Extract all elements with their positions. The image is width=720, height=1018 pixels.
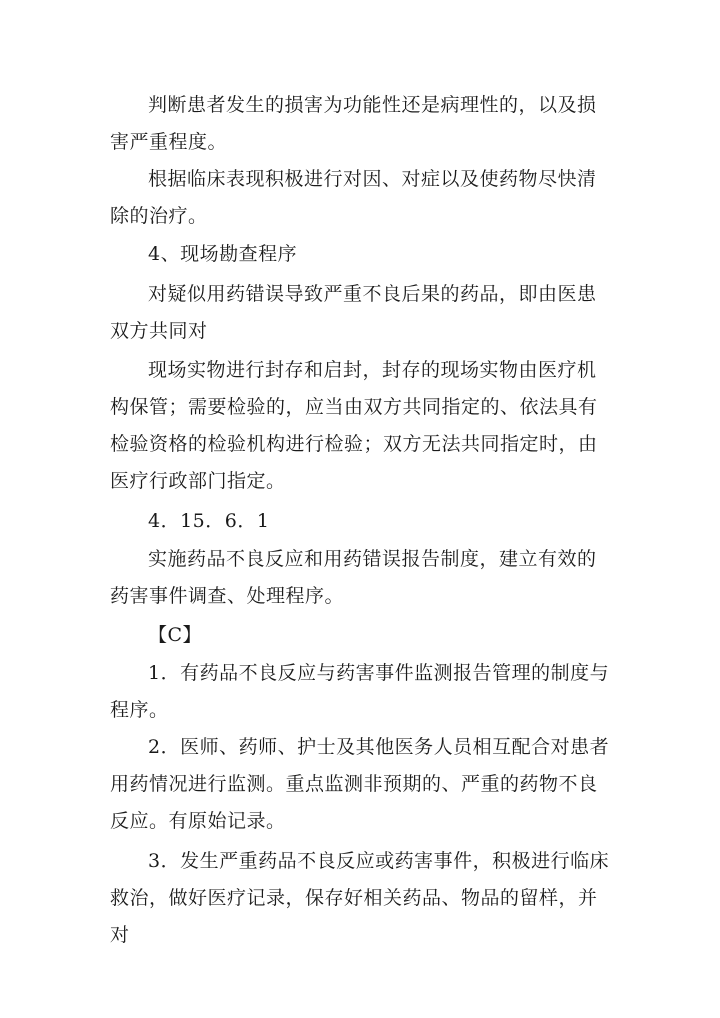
paragraph-damage-assessment: 判断患者发生的损害为功能性还是病理性的，以及损害严重程度。 xyxy=(110,94,597,153)
list-item-3: 3．发生严重药品不良反应或药害事件，积极进行临床救治，做好医疗记录，保存好相关药品、物品的留样，并对 xyxy=(110,850,610,946)
paragraph-suspected-error: 对疑似用药错误导致严重不良后果的药品，即由医患双方共同对 xyxy=(110,283,597,342)
paragraph-treatment: 根据临床表现积极进行对因、对症以及使药物尽快清除的治疗。 xyxy=(110,168,597,227)
section-number: 4．15．6．1 xyxy=(148,510,270,532)
paragraph-reporting-system: 实施药品不良反应和用药错误报告制度，建立有效的药害事件调查、处理程序。 xyxy=(110,548,597,607)
list-item-2: 2．医师、药师、护士及其他医务人员相互配合对患者用药情况进行监测。重点监测非预期的、严重的药物不良反应。有原始记录。 xyxy=(110,736,610,832)
grade-label-c: 【C】 xyxy=(148,624,203,646)
section-heading-site-inspection: 4、现场勘查程序 xyxy=(148,243,298,265)
list-item-1: 1．有药品不良反应与药害事件监测报告管理的制度与程序。 xyxy=(110,662,610,721)
paragraph-sealing-procedure: 现场实物进行封存和启封，封存的现场实物由医疗机构保管；需要检验的，应当由双方共同指定的、依法具有检验资格的检验机构进行检验；双方无法共同指定时，由医疗行政部门指定。 xyxy=(110,359,598,492)
